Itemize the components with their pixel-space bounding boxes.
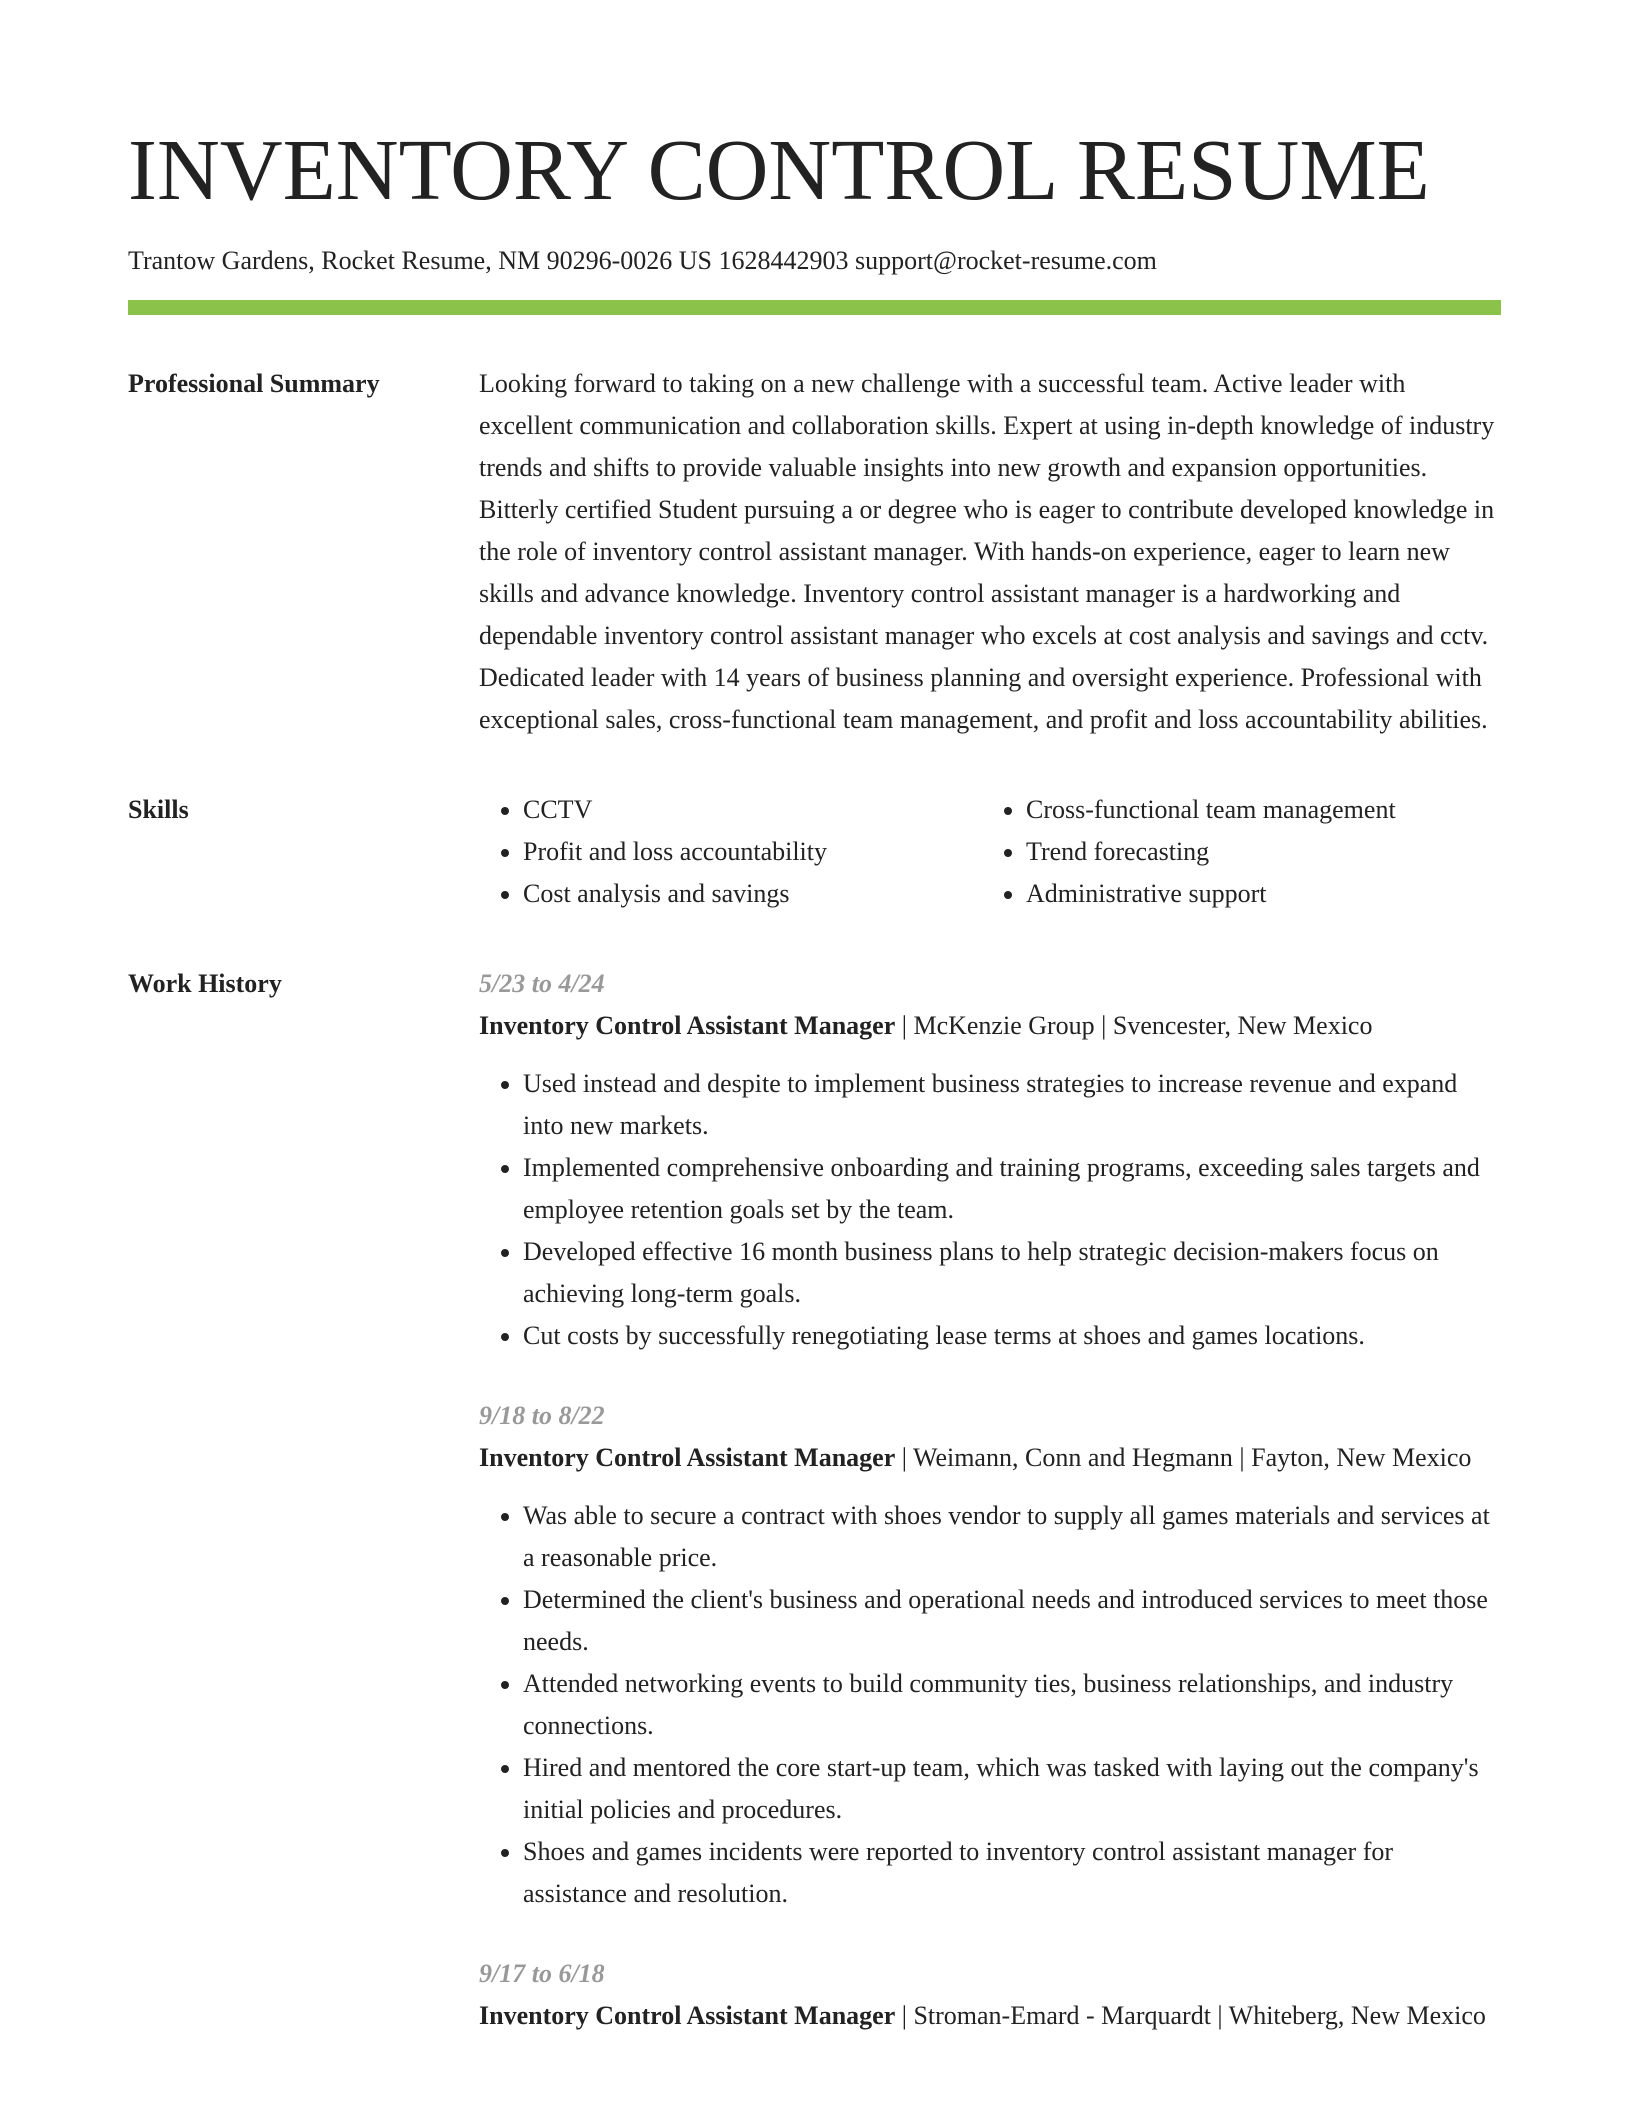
skill-item: • Cross-functional team management bbox=[1026, 789, 1501, 831]
contact-phone: 1628442903 bbox=[718, 246, 849, 275]
job-entry bbox=[479, 963, 1501, 1357]
work-history-heading: Work History bbox=[128, 969, 282, 998]
skills-grid bbox=[479, 789, 1501, 915]
skills-section bbox=[128, 789, 1501, 915]
job-bullet: • Shoes and games incidents were reported to inventory control assistant manager for assistance and resolution. bbox=[523, 1831, 1501, 1915]
job-heading bbox=[479, 1005, 1501, 1047]
skills-heading: Skills bbox=[128, 795, 189, 824]
contact-line bbox=[128, 244, 1501, 278]
job-bullet: • Attended networking events to build community ties, business relationships, and industry connections. bbox=[523, 1663, 1501, 1747]
skill-item: • Administrative support bbox=[1026, 873, 1501, 915]
accent-divider bbox=[128, 300, 1501, 315]
job-bullets bbox=[479, 1495, 1501, 1915]
skill-item: • Profit and loss accountability bbox=[523, 831, 982, 873]
job-date: 9/17 to 6/18 bbox=[479, 1959, 605, 1988]
job-date: 5/23 to 4/24 bbox=[479, 969, 605, 998]
job-heading bbox=[479, 1995, 1501, 2037]
job-company-location: | Stroman-Emard - Marquardt | Whiteberg, New Mexico bbox=[895, 2001, 1486, 2030]
skill-item: • Trend forecasting bbox=[1026, 831, 1501, 873]
skill-item: • CCTV bbox=[523, 789, 982, 831]
job-title: Inventory Control Assistant Manager bbox=[479, 2001, 896, 2030]
summary-text: Looking forward to taking on a new challenge with a successful team. Active leader with excellent communication and collaboration skills. Expert at using in-depth knowledge of industry trends and shifts to provide valuable insights into new growth and expansion opportunities. Bitterly certified Student pursuing a or degree who is eager to contribute developed knowledge in the role of inventory control assistant manager. With hands-on experience, eager to learn new skills and advance knowledge. Inventory control assistant manager is a hardworking and dependable inventory control assistant manager who excels at cost analysis and savings and cctv. Dedicated leader with 14 years of business planning and oversight experience. Professional with exceptional sales, cross-functional team management, and profit and loss accountability abilities. bbox=[479, 369, 1495, 734]
contact-email: support@rocket-resume.com bbox=[855, 246, 1157, 275]
contact-address: Trantow Gardens, Rocket Resume, NM 90296-0026 US bbox=[128, 246, 712, 275]
job-bullet: • Used instead and despite to implement business strategies to increase revenue and expand into new markets. bbox=[523, 1063, 1501, 1147]
skills-body bbox=[479, 789, 1501, 915]
job-bullet: • Determined the client's business and operational needs and introduced services to meet those needs. bbox=[523, 1579, 1501, 1663]
skills-list-right bbox=[982, 789, 1501, 915]
job-company-location: | Weimann, Conn and Hegmann | Fayton, New Mexico bbox=[895, 1443, 1472, 1472]
job-title: Inventory Control Assistant Manager bbox=[479, 1443, 896, 1472]
resume-title: INVENTORY CONTROL RESUME bbox=[128, 121, 1430, 218]
work-history-body bbox=[479, 963, 1501, 2075]
job-bullet: • Developed effective 16 month business plans to help strategic decision-makers focus on achieving long-term goals. bbox=[523, 1231, 1501, 1315]
skill-item: • Cost analysis and savings bbox=[523, 873, 982, 915]
job-bullet: • Hired and mentored the core start-up team, which was tasked with laying out the company's initial policies and procedures. bbox=[523, 1747, 1501, 1831]
job-bullet: • Implemented comprehensive onboarding and training programs, exceeding sales targets and employee retention goals set by the team. bbox=[523, 1147, 1501, 1231]
work-history-section bbox=[128, 963, 1501, 2075]
job-bullet: • Was able to secure a contract with shoes vendor to supply all games materials and services at a reasonable price. bbox=[523, 1495, 1501, 1579]
job-bullet: • Cut costs by successfully renegotiating lease terms at shoes and games locations. bbox=[523, 1315, 1501, 1357]
summary-body bbox=[479, 363, 1501, 741]
job-entry bbox=[479, 1395, 1501, 1915]
summary-section bbox=[128, 363, 1501, 741]
job-entry bbox=[479, 1953, 1501, 2037]
job-bullets bbox=[479, 1063, 1501, 1357]
summary-heading: Professional Summary bbox=[128, 369, 380, 398]
skills-list-left bbox=[479, 789, 982, 915]
resume-page bbox=[128, 0, 1501, 2075]
job-heading bbox=[479, 1437, 1501, 1479]
job-company-location: | McKenzie Group | Svencester, New Mexico bbox=[895, 1011, 1373, 1040]
job-date: 9/18 to 8/22 bbox=[479, 1401, 605, 1430]
job-title: Inventory Control Assistant Manager bbox=[479, 1011, 896, 1040]
